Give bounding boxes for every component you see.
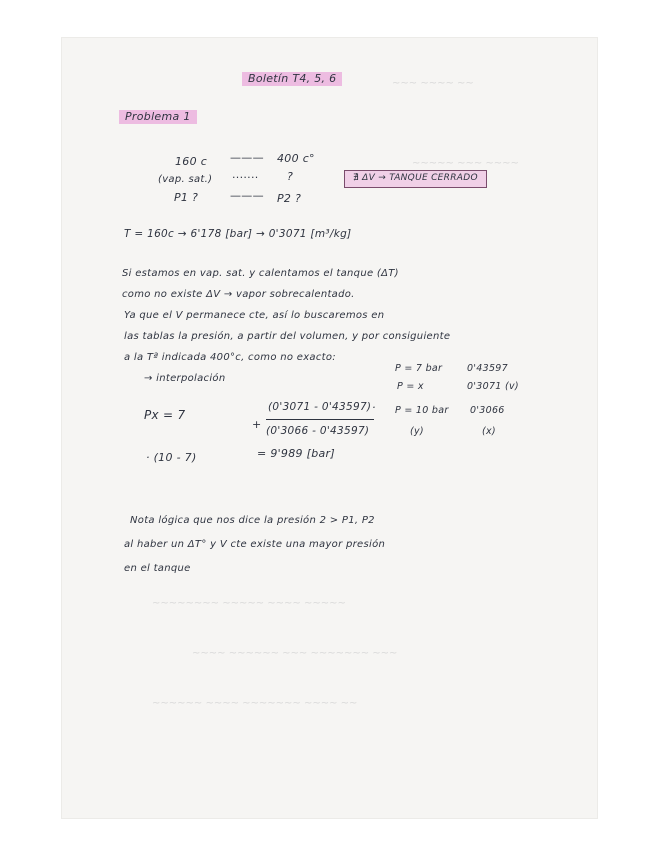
- given-temp-2: 400 c°: [277, 152, 315, 165]
- boxed-note: ∄ ΔV → TANQUE CERRADO: [344, 170, 487, 188]
- table-cell: 0'3071 (v): [467, 381, 519, 392]
- paragraph-line: como no existe ΔV → vapor sobrecalentado.: [122, 289, 355, 300]
- given-p1: P1 ?: [174, 191, 199, 204]
- given-p2: P2 ?: [277, 192, 302, 205]
- paragraph-line: las tablas la presión, a partir del volumen, y por consiguiente: [124, 331, 451, 342]
- given-state: (vap. sat.): [158, 174, 213, 185]
- formula-tail: · (10 - 7): [146, 451, 197, 464]
- formula-numerator: (0'3071 - 0'43597): [268, 401, 372, 413]
- paragraph-line: Si estamos en vap. sat. y calentamos el tanque (ΔT): [122, 268, 399, 279]
- given-unknown: ?: [287, 170, 294, 183]
- table-cell: P = 7 bar: [395, 363, 443, 374]
- given-temp-1: 160 c: [175, 155, 208, 168]
- conclusion-line: en el tanque: [124, 563, 191, 574]
- bleed-through-text: ~~~~~~ ~~~~ ~~~~~~~ ~~~~ ~~: [152, 698, 358, 709]
- table-cell: P = x: [397, 381, 424, 392]
- bleed-through-text: ~~~~~~~~ ~~~~~ ~~~~ ~~~~~: [152, 598, 346, 609]
- dash-line: ·······: [232, 171, 259, 184]
- dash-line: ———: [230, 189, 264, 202]
- conclusion-line: Nota lógica que nos dice la presión 2 > P1, P2: [130, 515, 375, 526]
- bleed-through-text: ~~~~~ ~~~ ~~~~: [412, 158, 519, 169]
- fraction-bar: [266, 419, 374, 420]
- table-cell: 0'3066: [470, 405, 505, 416]
- state-line: T = 160c → 6'178 [bar] → 0'3071 [m³/kg]: [124, 228, 352, 240]
- notebook-page: [62, 38, 597, 818]
- problem-heading: Problema 1: [119, 110, 197, 124]
- paragraph-line: a la Tª indicada 400°c, como no exacto:: [124, 352, 336, 363]
- paragraph-line: Ya que el V permanece cte, así lo buscaremos en: [124, 310, 385, 321]
- formula-dot: ·: [372, 401, 376, 414]
- bleed-through-text: ~~~~ ~~~~~~ ~~~ ~~~~~~~ ~~~: [192, 648, 398, 659]
- dash-line: ———: [230, 151, 264, 164]
- conclusion-line: al haber un ΔT° y V cte existe una mayor presión: [124, 539, 386, 550]
- bleed-through-text: ~~~ ~~~~ ~~: [392, 78, 474, 89]
- formula-result: = 9'989 [bar]: [257, 447, 335, 460]
- table-cell: 0'43597: [467, 363, 508, 374]
- method-label: → interpolación: [144, 373, 226, 384]
- table-cell: P = 10 bar: [395, 405, 449, 416]
- formula-denominator: (0'3066 - 0'43597): [266, 425, 370, 437]
- table-cell: (y): [410, 426, 424, 437]
- formula-plus: +: [252, 418, 262, 431]
- table-cell: (x): [482, 426, 496, 437]
- page-title: Boletín T4, 5, 6: [242, 72, 342, 86]
- formula-lhs: Px = 7: [144, 408, 186, 422]
